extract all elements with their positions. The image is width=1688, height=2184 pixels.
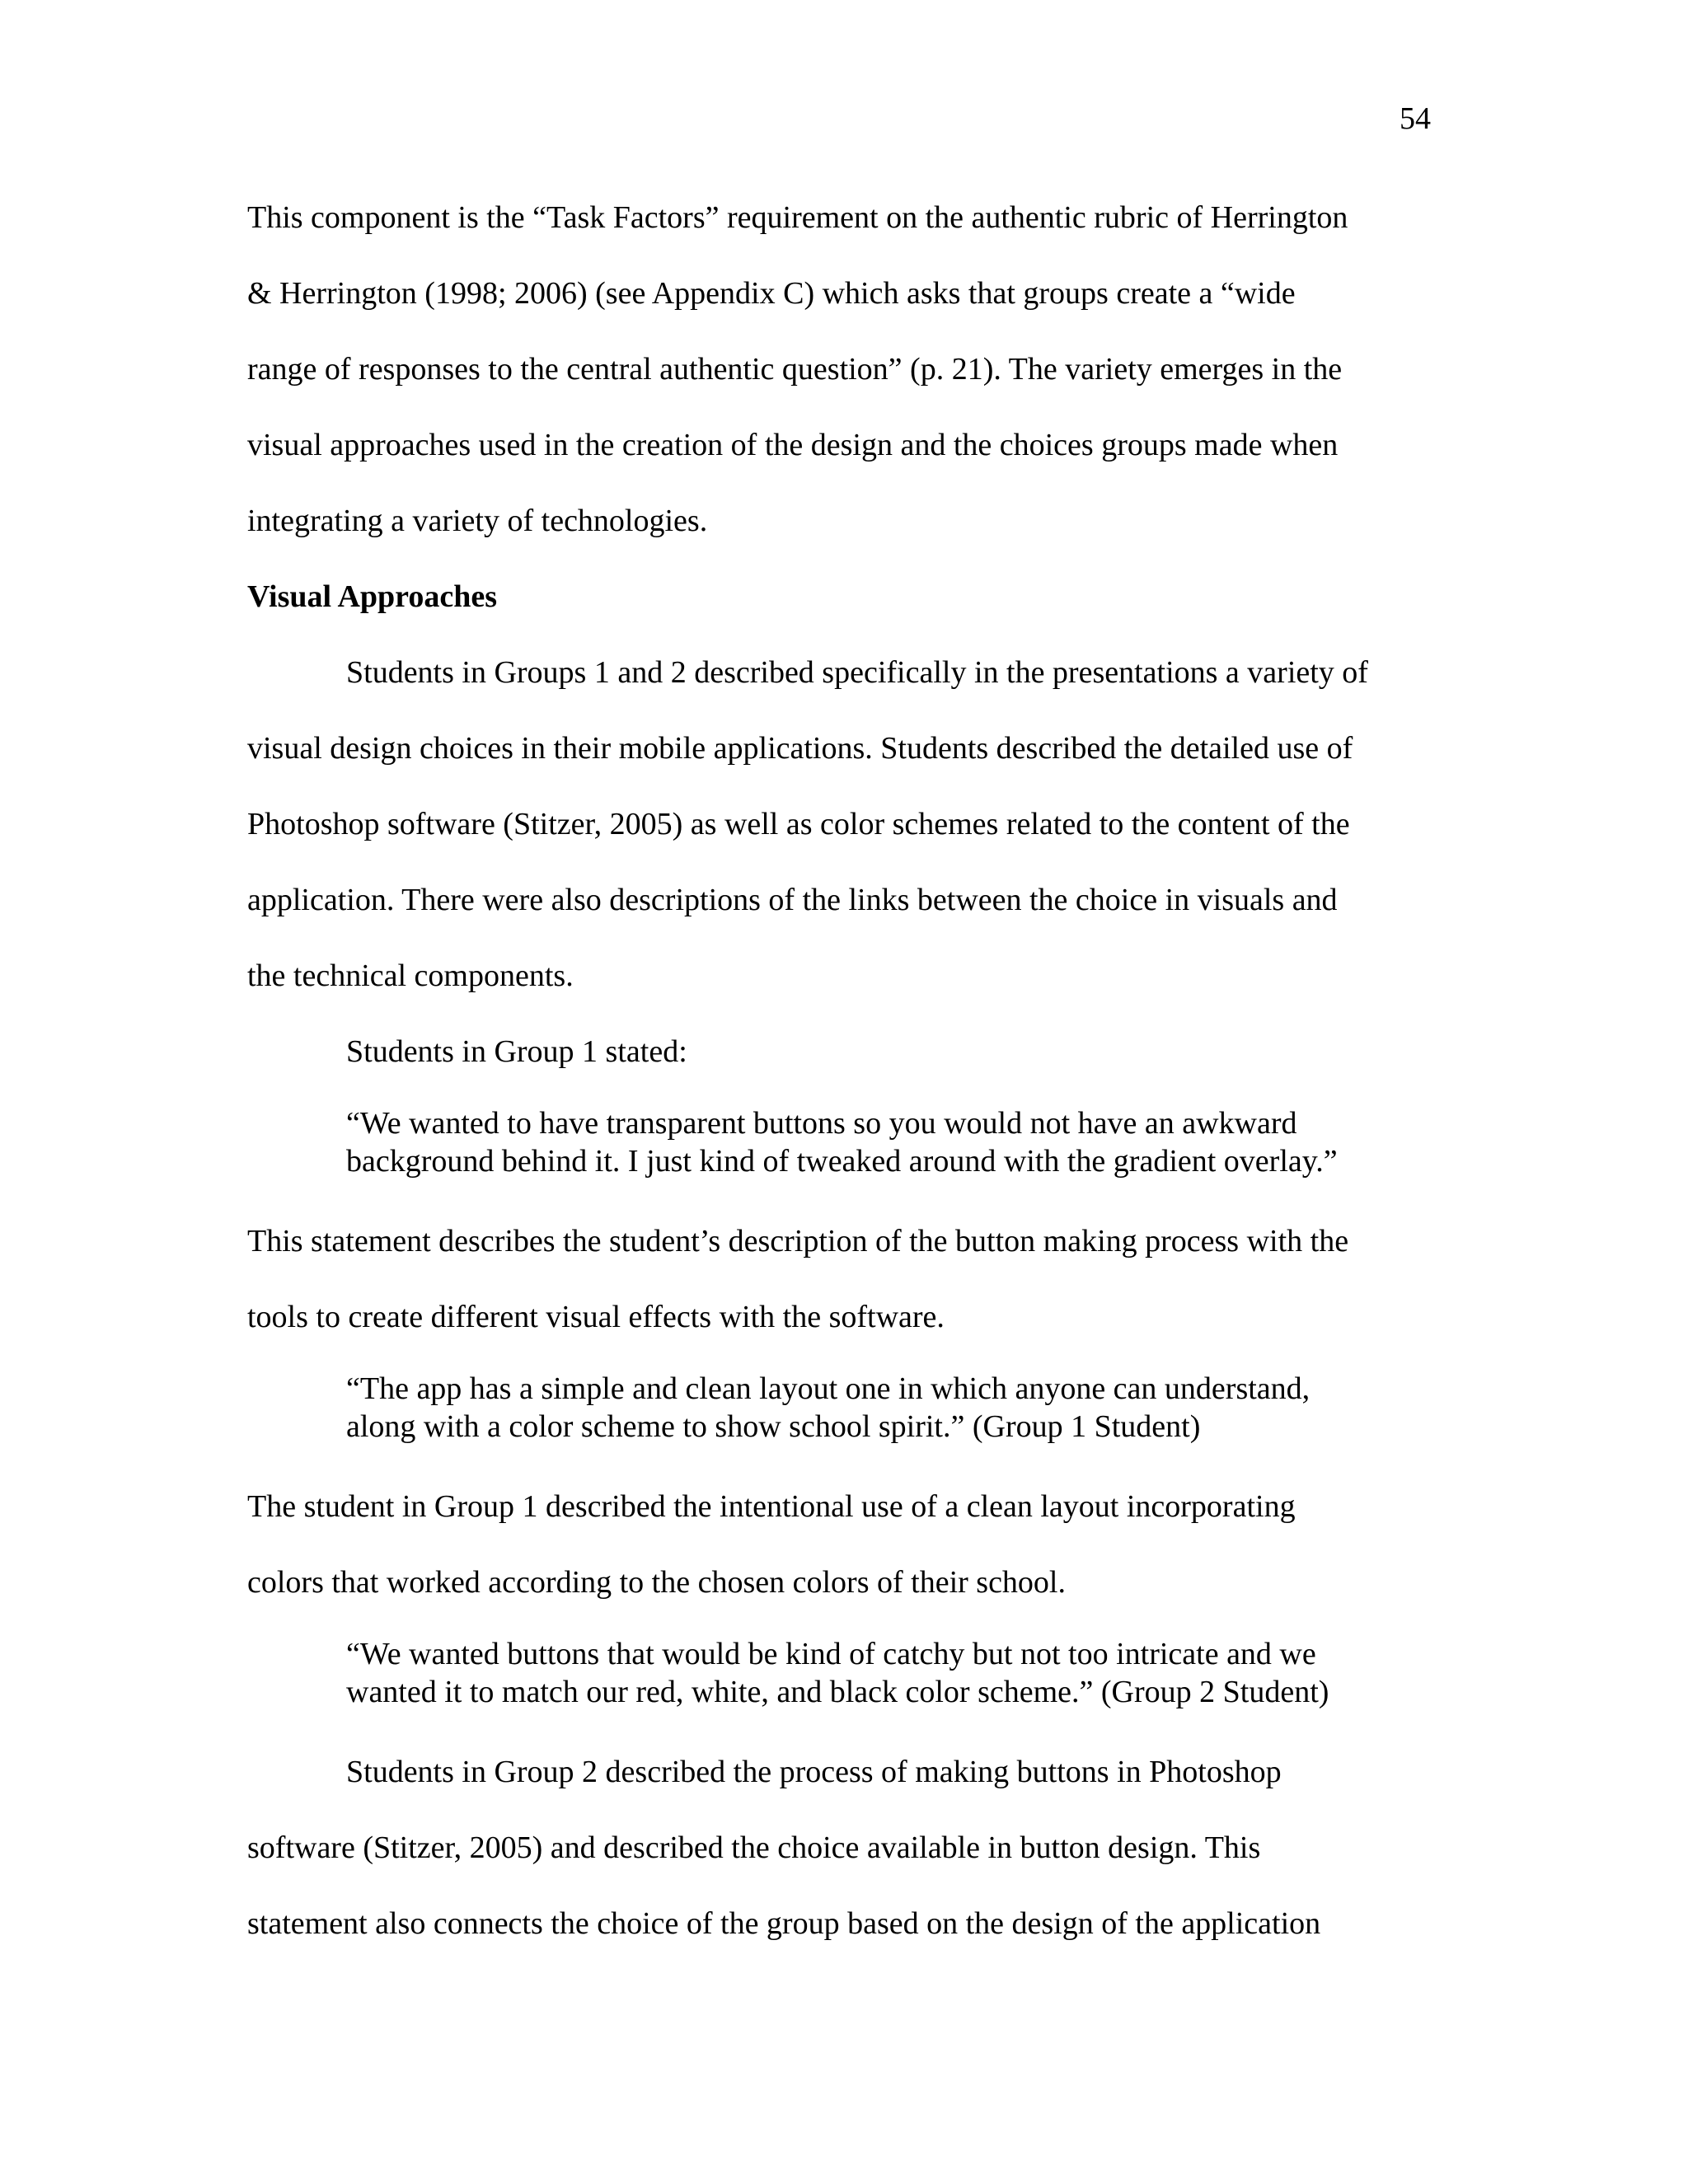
intro-line: This component is the “Task Factors” requirement on the authentic rubric of Herrington — [247, 200, 1348, 235]
quote-line: background behind it. I just kind of tweaked around with the gradient overlay.” — [346, 1144, 1338, 1179]
paragraph-line: The student in Group 1 described the intentional use of a clean layout incorporating — [247, 1489, 1296, 1524]
quote-line: “We wanted buttons that would be kind of catchy but not too intricate and we — [346, 1637, 1316, 1671]
paragraph-line: the technical components. — [247, 958, 574, 993]
paragraph-line: software (Stitzer, 2005) and described the choice available in button design. This — [247, 1830, 1261, 1865]
paragraph-line: statement also connects the choice of the group based on the design of the application — [247, 1906, 1321, 1941]
paragraph-visual-design — [247, 649, 1434, 1029]
quote-line: along with a color scheme to show school spirit.” (Group 1 Student) — [346, 1409, 1201, 1444]
intro-line: integrating a variety of technologies. — [247, 504, 708, 538]
page-body — [247, 194, 1434, 1976]
quote-line: “We wanted to have transparent buttons so you would not have an awkward — [346, 1106, 1297, 1141]
intro-line: range of responses to the central authentic question” (p. 21). The variety emerges in the — [247, 352, 1343, 387]
quote-line: wanted it to match our red, white, and black color scheme.” (Group 2 Student) — [346, 1675, 1329, 1709]
paragraph-button-process — [247, 1218, 1434, 1370]
intro-paragraph — [247, 194, 1434, 574]
block-quote-group1-layout — [346, 1370, 1434, 1446]
paragraph-line: tools to create different visual effects with the software. — [247, 1300, 945, 1334]
intro-line: & Herrington (1998; 2006) (see Appendix C) which asks that groups create a “wide — [247, 276, 1296, 311]
block-quote-group1-buttons — [346, 1104, 1434, 1180]
quote-line: “The app has a simple and clean layout one in which anyone can understand, — [346, 1371, 1311, 1406]
paragraph-line: colors that worked according to the chosen colors of their school. — [247, 1565, 1066, 1600]
paragraph-line: application. There were also descriptions of the links between the choice in visuals and — [247, 883, 1338, 917]
paragraph-line: Photoshop software (Stitzer, 2005) as well as color schemes related to the content of the — [247, 807, 1350, 841]
paragraph-line: This statement describes the student’s description of the button making process with the — [247, 1224, 1349, 1258]
intro-line: visual approaches used in the creation of the design and the choices groups made when — [247, 428, 1339, 462]
paragraph-line: Students in Group 2 described the process of making buttons in Photoshop — [346, 1755, 1282, 1789]
paragraph-line: visual design choices in their mobile applications. Students described the detailed use of — [247, 731, 1353, 766]
paragraph-group2-process — [247, 1749, 1434, 1976]
section-heading: Visual Approaches — [247, 579, 498, 614]
paragraph-line: Students in Groups 1 and 2 described specifically in the presentations a variety of — [346, 655, 1368, 690]
paragraph-clean-layout — [247, 1483, 1434, 1635]
group1-stated-line: Students in Group 1 stated: — [346, 1034, 687, 1069]
page-number: 54 — [1400, 101, 1431, 136]
block-quote-group2-buttons — [346, 1635, 1434, 1711]
